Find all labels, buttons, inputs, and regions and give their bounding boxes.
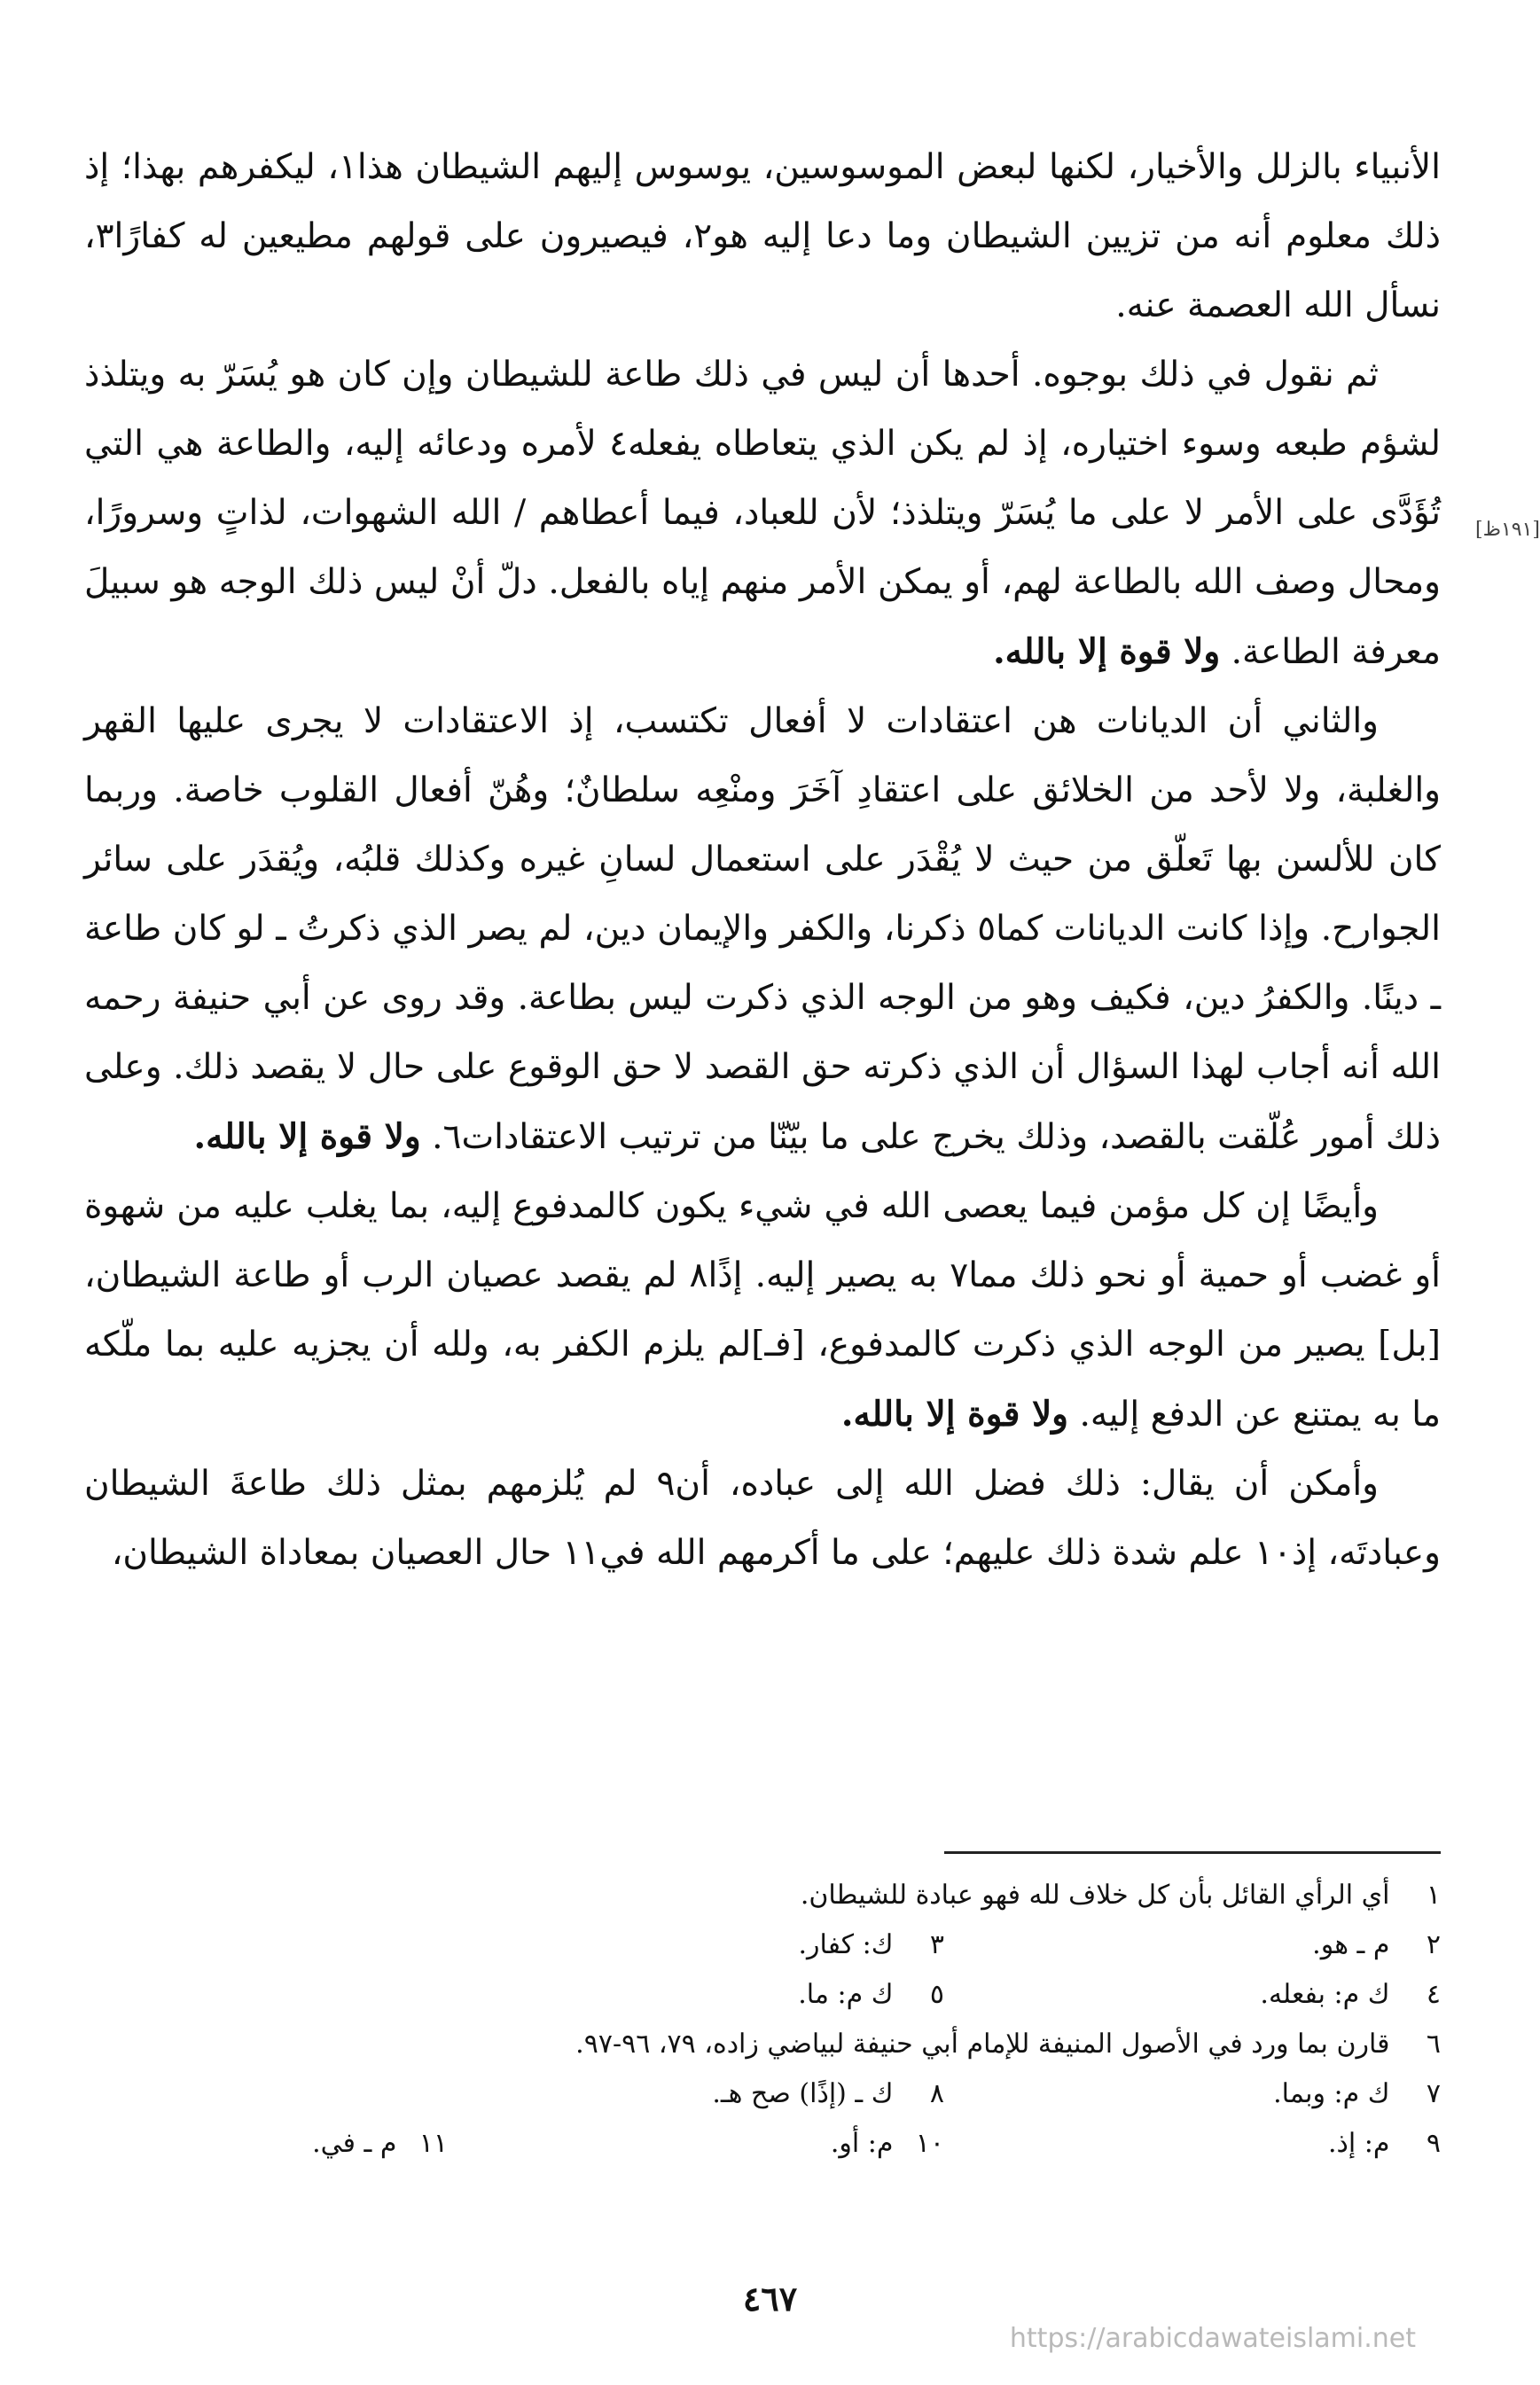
footnote-number: ١٠ bbox=[915, 2128, 944, 2159]
footnote-8 bbox=[448, 2069, 944, 2119]
paragraph-text: الأنبياء بالزلل والأخيار، لكنها لبعض الموسوسين، يوسوس إليهم الشيطان هذا١، ليكفرهم بهذا؛ إذ ذلك معلوم أنه من تزيين الشيطان وما دعا إليه هو٢، فيصيرون على قولهم مطيعين له كفارًا٣، نسأل الله العصمة عنه. bbox=[84, 147, 1441, 325]
footnote-text: ك م: ما. bbox=[798, 1979, 894, 2010]
footnote-6 bbox=[575, 2020, 1441, 2069]
footnote-9 bbox=[944, 2119, 1441, 2169]
footnote-2 bbox=[944, 1920, 1441, 1970]
footnote-text: أي الرأي القائل بأن كل خلاف لله فهو عبادة للشيطان. bbox=[800, 1880, 1390, 1911]
paragraph-closing: ولا قوة إلا بالله. bbox=[840, 1394, 1069, 1435]
paragraph-closing: ولا قوة إلا بالله. bbox=[193, 1116, 421, 1157]
footnote-number: ٥ bbox=[929, 1979, 944, 2010]
paragraph-text: ثم نقول في ذلك بوجوه. أحدها أن ليس في ذلك طاعة للشيطان وإن كان هو يُسَرّ به ويتلذذ لشؤم طبعه وسوء اختياره، إذ لم يكن الذي يتعاطاه يفعله٤ لأمره ودعائه إليه، والطاعة هي التي تُؤَدَّى على الأمر لا على ما يُسَرّ ويتلذذ؛ لأن للعباد، فيما أعطاهم / الله الشهوات، لذاتٍ وسرورًا، ومحال وصف الله بالطاعة لهم، أو يمكن الأمر منهم إياه بالفعل. دلّ أنْ ليس ذلك الوجه هو سبيلَ معرفة الطاعة. bbox=[84, 355, 1441, 672]
paragraph-text: والثاني أن الديانات هن اعتقادات لا أفعال تكتسب، إذ الاعتقادات لا يجرى عليها القهر والغلبة، ولا لأحد من الخلائق على اعتقادِ آخَرَ ومنْعِه سلطانٌ؛ وهُنّ أفعال القلوب خاصة. وربما كان للألسن بها تَعلّق من حيث لا يُقْدَر على استعمال لسانِ غيره وكذلك قلبُه، ويُقدَر على سائر الجوارح. وإذا كانت الديانات كما٥ ذكرنا، والكفر والإيمان دين، لم يصر الذي ذكرتُ ـ لو كان طاعة ـ دينًا. والكفرُ دين، فكيف وهو من الوجه الذي ذكرت ليس بطاعة. وقد روى عن أبي حنيفة رحمه الله أنه أجاب لهذا السؤال أن الذي ذكرته حق القصد لا حق الوقوع على حال لا يقصد ذلك. وعلى ذلك أمور عُلّقت بالقصد، وذلك يخرج على ما بيّنّا من ترتيب الاعتقادات٦. bbox=[84, 701, 1441, 1157]
footnote-number: ٨ bbox=[929, 2078, 944, 2109]
footnote-row bbox=[84, 1920, 1441, 1970]
paragraph-1 bbox=[84, 133, 1441, 340]
paragraph-5 bbox=[84, 1450, 1441, 1588]
footnote-number: ٢ bbox=[1426, 1929, 1441, 1960]
footnote-number: ١ bbox=[1426, 1880, 1441, 1911]
footnote-1 bbox=[801, 1871, 1441, 1920]
footnote-5 bbox=[448, 1970, 944, 2020]
footnote-number: ٤ bbox=[1426, 1979, 1441, 2010]
footnote-10 bbox=[448, 2119, 944, 2169]
footnotes bbox=[84, 1871, 1441, 2169]
footnote-3 bbox=[448, 1920, 944, 1970]
footnote-number: ٦ bbox=[1426, 2029, 1441, 2060]
footnote-divider bbox=[944, 1851, 1441, 1854]
footnote-text: م: أو. bbox=[830, 2128, 894, 2159]
paragraph-closing: ولا قوة إلا بالله. bbox=[993, 631, 1221, 672]
footnote-text: م ـ في. bbox=[312, 2128, 397, 2159]
footnote-number: ٧ bbox=[1426, 2078, 1441, 2109]
paragraph-2 bbox=[84, 340, 1441, 687]
footnote-number: ١١ bbox=[418, 2128, 448, 2159]
footnote-text: ك: كفار. bbox=[798, 1929, 894, 1960]
footnote-text: ك م: وبما. bbox=[1273, 2078, 1390, 2109]
footnote-text: م ـ هو. bbox=[1312, 1929, 1390, 1960]
footnote-row bbox=[84, 1871, 1441, 1920]
footnote-row bbox=[84, 2020, 1441, 2069]
paragraph-text: وأيضًا إن كل مؤمن فيما يعصى الله في شيء يكون كالمدفوع إليه، بما يغلب عليه من شهوة أو غضب أو حمية أو نحو ذلك مما٧ به يصير إليه. إذًا٨ لم يقصد عصيان الرب أو طاعة الشيطان، [بل] يصير من الوجه الذي ذكرت كالمدفوع، [فـ]لم يلزم الكفر به، ولله أن يجزيه عليه بما ملّكه ما به يمتنع عن الدفع إليه. bbox=[84, 1186, 1441, 1435]
footnote-text: ك ـ (إذًا) صح هـ. bbox=[712, 2078, 894, 2109]
footnote-number: ٩ bbox=[1426, 2128, 1441, 2159]
footnote-row bbox=[84, 2119, 1441, 2169]
folio-margin-note: [١٩١ظ] bbox=[1475, 519, 1540, 541]
footnote-row bbox=[84, 1970, 1441, 2020]
paragraph-4 bbox=[84, 1172, 1441, 1450]
footnote-7 bbox=[944, 2069, 1441, 2119]
footnote-number: ٣ bbox=[929, 1929, 944, 1960]
footnote-row bbox=[84, 2069, 1441, 2119]
paragraph-3 bbox=[84, 687, 1441, 1172]
footnote-4 bbox=[944, 1970, 1441, 2020]
footnote-text: م: إذ. bbox=[1328, 2128, 1390, 2159]
footnote-text: قارن بما ورد في الأصول المنيفة للإمام أبي حنيفة لبياضي زاده، ٧٩، ٩٦-٩٧. bbox=[575, 2029, 1390, 2060]
footnote-11 bbox=[312, 2119, 448, 2169]
footnote-text: ك م: بفعله. bbox=[1260, 1979, 1390, 2010]
watermark-url: https://arabicdawateislami.net bbox=[1009, 2323, 1416, 2354]
paragraph-text: وأمكن أن يقال: ذلك فضل الله إلى عباده، أن٩ لم يُلزمهم بمثل ذلك طاعةَ الشيطان وعبادتَه، إذ١٠ علم شدة ذلك عليهم؛ على ما أكرمهم الله في١١ حال العصيان بمعاداة الشيطان، bbox=[84, 1464, 1441, 1573]
main-text bbox=[84, 133, 1441, 1588]
page-number: ٤٦٧ bbox=[742, 2279, 798, 2319]
